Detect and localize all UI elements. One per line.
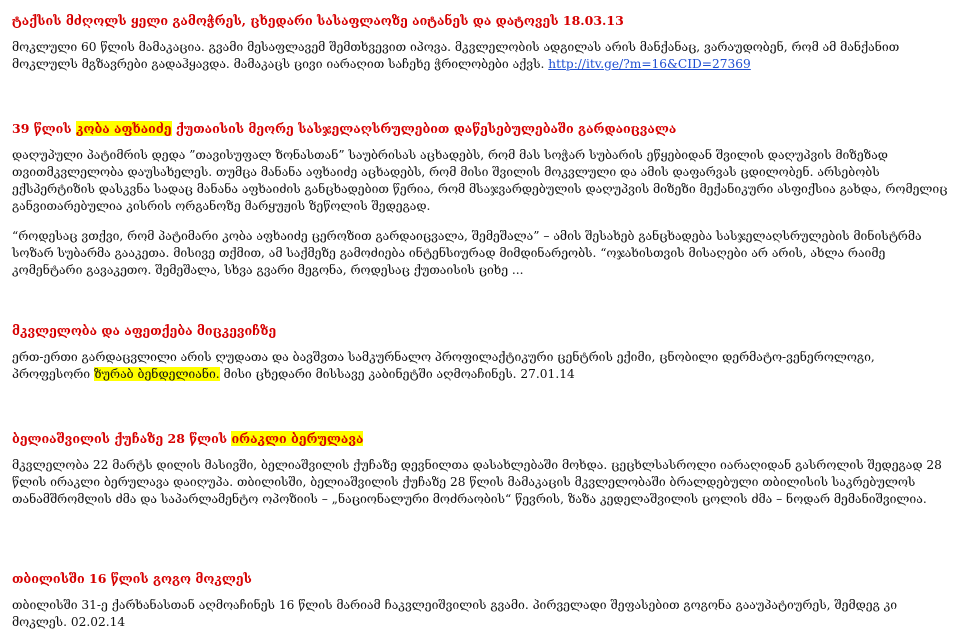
article-headline — [12, 430, 948, 447]
article-beliashvili-street — [12, 430, 948, 508]
article-mitskevich-murder — [12, 322, 948, 383]
headline-prefix: ბელიაშვილის ქუჩაზე 28 წლის — [12, 431, 232, 446]
article-headline: მკვლელობა და აფეთქება მიცკევიჩზე — [12, 323, 277, 338]
body-prefix: ერთ-ერთი გარდაცვლილი არის ღუდათა და ბავშვთა სამკურნალო პროფილაქტიკური ცენტრის ექიმი, ცნობილი დერმატო-ვენეროლოგი, პროფესორი — [12, 350, 875, 381]
highlighted-name: კობა აფხაიძე — [75, 121, 172, 136]
article-headline: ტაქსის მძღოლს ყელი გამოჭრეს, ცხედარი სასაფლაოზე აიტანეს და დატოვეს 18.03.13 — [12, 13, 624, 28]
article-body — [12, 349, 948, 383]
article-headline — [12, 120, 948, 137]
article-body: თბილისში 31-ე ქარხანასთან აღმოაჩინეს 16 წლის მარიამ ჩაკვლეიშვილის გვამი. პირველადი შეფასებით გოგონა გააუპატიურეს, შემდეგ კი მოკლეს. 02.02.14 — [12, 598, 898, 629]
highlighted-name: ირაკლი ბერულავა — [231, 431, 364, 446]
article-paragraph: დაღუპული პატიმრის დედა ”თავისუფალ ზონასთან” საუბრისას აცხადებს, რომ მას სოჭარ სუბარის ეწყებიდან შვილის დაღუპვის მიზეზად თვითმკვლელობა დაუსახელეს. თუმცა მანანა აფხაიძე აცხადებს, რომ მისი შვილის მოკვლული და ამის დაფარვას ცდილობენ. არსებობს ექსპერტიზის დასკვნა სადაც მანანა აფხაიძის განცხადებით წერია, რომ მსაჯვარდებულის დაღუპვის მიზეზი მექანიკური ასფიქსია გახდა, რომელიც განვითარებულია კისრის ორგანოზე მარყუჟის ზეწოლის შედეგად. — [12, 148, 948, 213]
article-tbilisi-girl — [12, 570, 948, 631]
article-koba-apkhaidze — [12, 120, 948, 279]
highlighted-name: ზურაბ ბენდელიანი. — [94, 367, 220, 381]
article-body-text: მოკლული 60 წლის მამაკაცია. გვამი მესაფლავემ შემთხვევით იპოვა. მკვლელობის ადგილას არის მანქანაც, ვარაუდობენ, რომ ამ მანქანით მოკლულს მგზავრები გადაჰყავდა. მამაკაცს ცივი იარაღით საჩეხე ჭრილობები აქვს. — [12, 40, 900, 71]
article-paragraph: “როდესაც ვთქვი, რომ პატიმარი კობა აფხაიძე ცეროზით გარდაიცვალა, შემეშალა” – ამის შესახებ განცხადება სასჯელაღსრულების მინისტრმა სოზარ სუბარმა გააკეთა. მისივე თქმით, ამ საქმეზე გამოძიება ინტენსიურად მიმდინარეობს. “ოჯახისთვის მისაღები არ არის, ახლა რაიმე კომენტარი გავაკეთო. შემეშალა, სხვა გვარი მეგონა, როდესაც ქუთაისის ციხე ... — [12, 229, 922, 277]
article-taxi-driver — [12, 12, 948, 73]
headline-prefix: 39 წლის — [12, 121, 76, 136]
article-body — [12, 39, 948, 73]
article-body: მკვლელობა 22 მარტს დილის მასივში, ბელიაშვილის ქუჩაზე დევნილთა დასახლებაში მოხდა. ცეცხლსასროლი იარაღიდან გასროლის შედეგად 28 წლის ირაკლი ბერულავა დაიღუპა. თბილისში, ბელიაშვილის ქუჩაზე 28 წლის მამაკაცის მკვლელობაში ბრალდებული თბილისის საკრებულოს თანამშრომლის ძმა და საპარლამენტო ოპოზიის – „ნაციონალური მოძრაობის“ წევრის, ზაზა კედელაშვილის ცოლის ძმა – ნოდარ მემანიშვილია. — [12, 458, 942, 506]
article-headline: თბილისში 16 წლის გოგო მოკლეს — [12, 571, 252, 586]
itv-article-link[interactable]: http://itv.ge/?m=16&CID=27369 — [548, 57, 751, 71]
body-suffix: მისი ცხედარი მისსავე კაბინეტში აღმოაჩინეს. 27.01.14 — [219, 367, 575, 381]
headline-suffix: ქუთაისის მეორე სასჯელაღსრულებით დაწესებულებაში გარდაიცვალა — [171, 121, 677, 136]
